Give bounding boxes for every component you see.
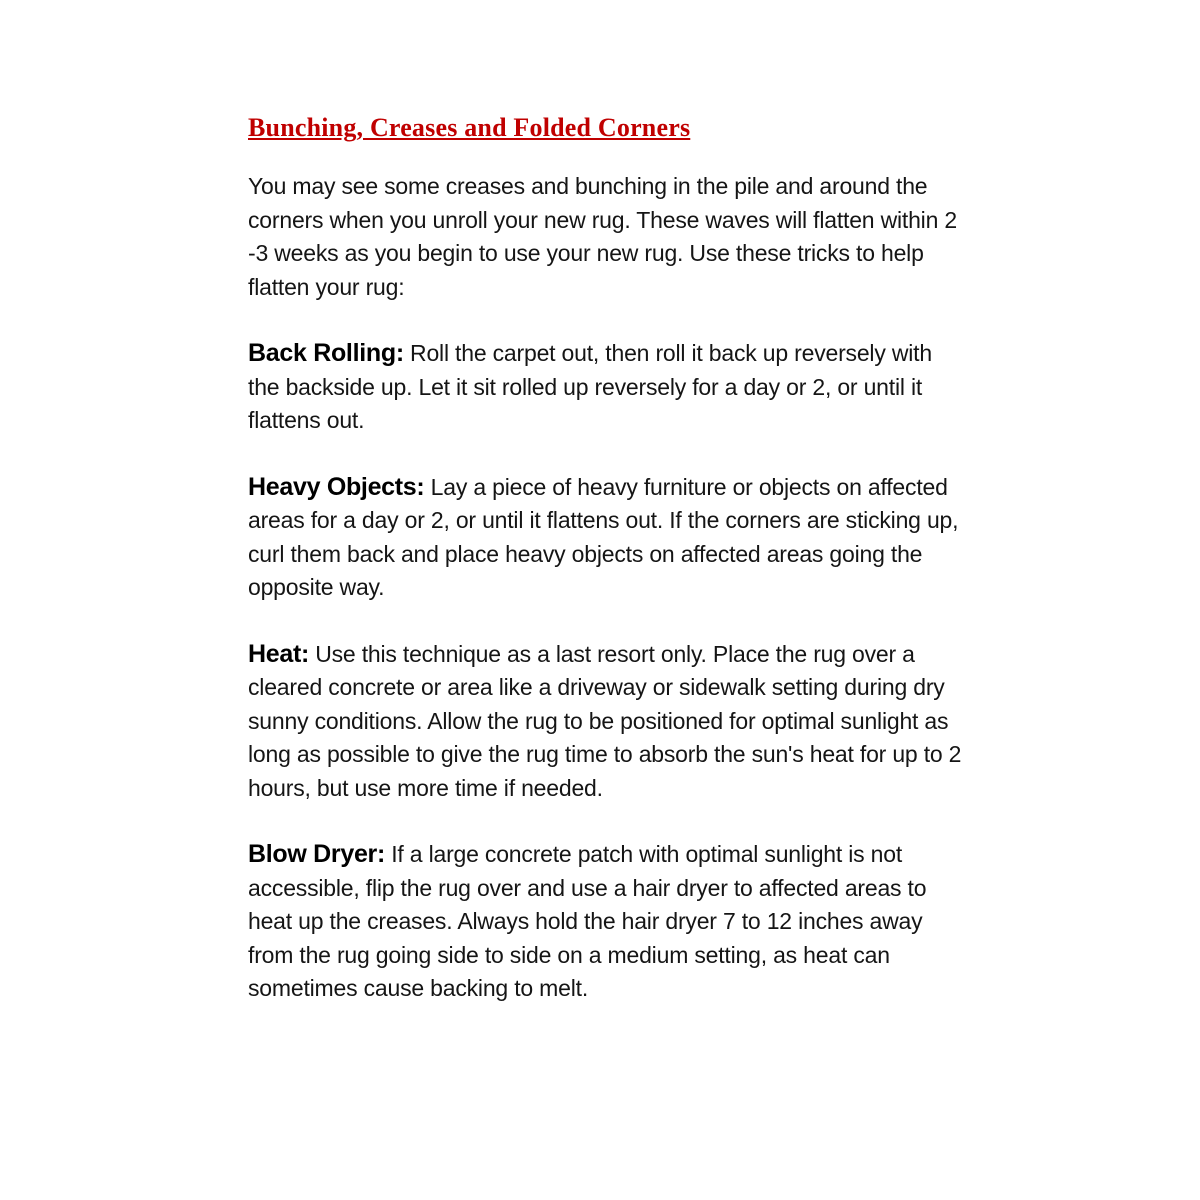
section-body: Use this technique as a last resort only. Place the rug over a cleared concrete or area like a driveway or sidewalk setting during dry sunny conditions. Allow the rug to be positioned for optimal sunlight as long as possible to give the rug time to absorb the sun's heat for up to 2 hours, but use more time if needed.: [248, 640, 962, 801]
section-back-rolling: [248, 337, 963, 438]
section-blow-dryer: [248, 838, 963, 1006]
section-label: Blow Dryer:: [248, 840, 386, 868]
section-body: If a large concrete patch with optimal sunlight is not accessible, flip the rug over and use a hair dryer to affected areas to heat up the creases. Always hold the hair dryer 7 to 12 inches away from the rug going side to side on a medium setting, as heat can sometimes cause backing to melt.: [248, 841, 927, 1001]
intro-paragraph: You may see some creases and bunching in the pile and around the corners when you unroll your new rug. These waves will flatten within 2 -3 weeks as you begin to use your new rug. Use these tricks to help flatten your rug:: [248, 173, 957, 300]
section-body: Lay a piece of heavy furniture or objects on affected areas for a day or 2, or until it flattens out. If the corners are sticking up, curl them back and place heavy objects on affected areas going the opposite way.: [248, 473, 959, 600]
section-label: Heavy Objects:: [248, 472, 425, 501]
document-content: [248, 112, 963, 1039]
section-heat: [248, 638, 963, 806]
section-heavy-objects: [248, 471, 963, 605]
page-title: Bunching, Creases and Folded Corners: [248, 113, 691, 142]
section-body: Roll the carpet out, then roll it back up reversely with the backside up. Let it sit rolled up reversely for a day or 2, or until it flattens out.: [248, 340, 932, 433]
section-label: Heat:: [248, 639, 310, 668]
section-label: Back Rolling:: [248, 339, 404, 367]
